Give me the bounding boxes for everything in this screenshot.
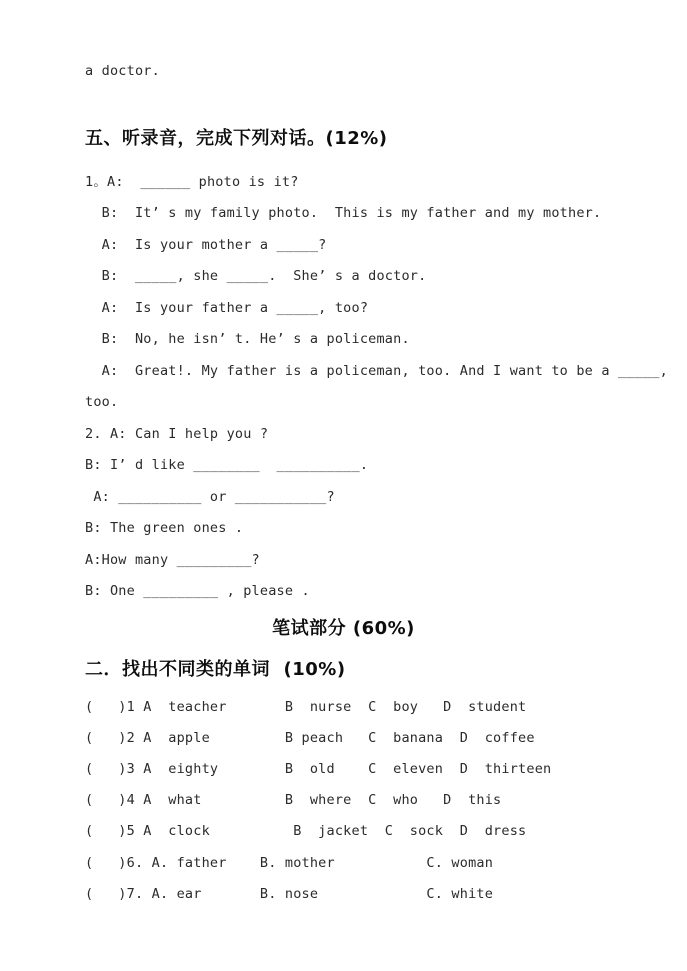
dialog-line: A: Is your mother a _____? xyxy=(85,236,327,253)
dialog-line: A:How many _________? xyxy=(85,551,260,568)
listening-section-heading: 五、听录音，完成下列对话。(12%) xyxy=(85,127,388,149)
dialog-line: A: Is your father a _____, too? xyxy=(85,299,369,316)
choice-row: ( )5 A clock B jacket C sock D dress xyxy=(85,823,527,840)
odd-one-out-items xyxy=(85,692,677,910)
listening-dialog xyxy=(85,167,677,608)
dialog-line: B: One _________ , please . xyxy=(85,583,310,599)
dialog-line: B: _____, she _____. She’ s a doctor. xyxy=(85,268,427,284)
dialog-line: B: The green ones . xyxy=(85,520,244,536)
written-part-heading: 笔试部分 (60%) xyxy=(272,617,415,639)
dialog-line: A: Great!. My father is a policeman, too. And I want to be a _____, xyxy=(85,362,668,379)
dialog-line: too. xyxy=(85,394,119,410)
carryover-line: a doctor. xyxy=(85,63,160,79)
dialog-line: B: I’ d like ________ __________. xyxy=(85,457,369,473)
dialog-line: 2. A: Can I help you ? xyxy=(85,425,269,442)
dialog-line: 1。A: ______ photo is it? xyxy=(85,173,299,190)
choice-row: ( )7. A. ear B. nose C. white xyxy=(85,885,494,902)
dialog-line: B: It’ s my family photo. This is my father and my mother. xyxy=(85,205,602,221)
choice-row: ( )2 A apple B peach C banana D coffee xyxy=(85,729,535,746)
dialog-line: B: No, he isn’ t. He’ s a policeman. xyxy=(85,331,410,347)
choice-row: ( )3 A eighty B old C eleven D thirteen xyxy=(85,760,552,777)
choice-row: ( )1 A teacher B nurse C boy D student xyxy=(85,698,527,715)
odd-one-out-section-heading: 二．找出不同类的单词 (10%) xyxy=(85,658,346,680)
choice-row: ( )4 A what B where C who D this xyxy=(85,792,502,809)
dialog-line: A: __________ or ___________? xyxy=(85,488,335,505)
choice-row: ( )6. A. father B. mother C. woman xyxy=(85,854,494,871)
